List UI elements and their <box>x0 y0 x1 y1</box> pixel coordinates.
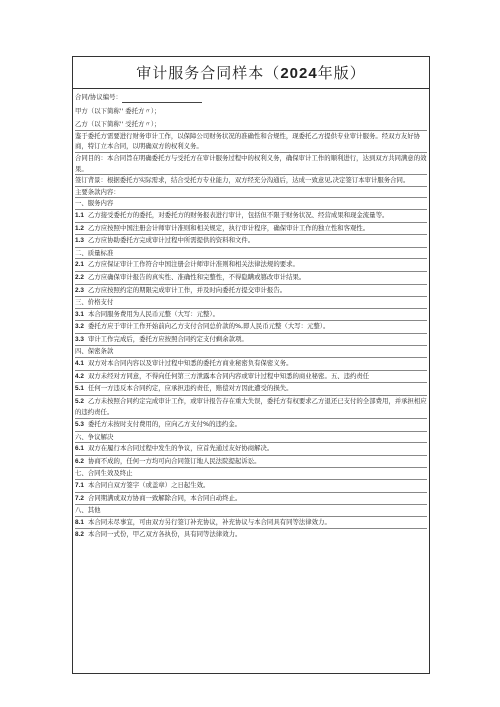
section-heading-3: 三、价格支付 <box>75 297 427 309</box>
section-heading-4: 四、保密条款 <box>75 346 427 358</box>
party-b-line: 乙方（以下简称'' 受托方〃）； <box>75 119 427 131</box>
clause-1-3: 1.3 乙方应协助委托方完成审计过程中所需提供的资料和文件。 <box>75 235 427 248</box>
main-terms-heading: 主要条款内容： <box>75 187 427 199</box>
clause-5-3: 5.3 委托方未按时支付费用的，应向乙方支付%的违约金。 <box>75 419 427 432</box>
contract-number-line: 合同/协议编号： <box>75 92 427 103</box>
clause-1-1: 1.1 乙方接受委托方的委托，对委托方的财务报表进行审计，包括但不限于财务状况、经营成果和现金流量等。 <box>75 210 427 223</box>
section-heading-2: 二、质量标准 <box>75 248 427 260</box>
section-heading-8: 八、其他 <box>75 505 427 517</box>
clause-3-2: 3.2 委托方应于审计工作开始前向乙方支付合同总价款的%,即人民币元整（大写：元整）。 <box>75 321 427 334</box>
clause-8-2: 8.2 本合同一式份，甲乙双方各执份，具有同等法律效力。 <box>75 530 242 539</box>
clause-7-1: 7.1 本合同自双方签字（或盖章）之日起生效。 <box>75 480 427 493</box>
title-row <box>73 57 429 89</box>
clause-7-2: 7.2 合同期满或双方协商一致解除合同，本合同自动终止。 <box>75 493 427 506</box>
purpose-paragraph: 合同目的：本合同旨在明确委托方与受托方在审计服务过程中的权利义务，确保审计工作的顺利进行，达到双方共同满意的效果。 <box>75 153 427 175</box>
clause-5-2: 5.2 乙方未按照合同约定完成审计工作，或审计报告存在重大失误，委托方有权要求乙方退还已支付的全部费用，并承担相应的违约责任。 <box>75 396 427 419</box>
clause-6-1: 6.1 双方在履行本合同过程中发生的争议，应首先通过友好协商解决。 <box>75 443 427 456</box>
clause-1-2: 1.2 乙方应按照中国注册会计师审计准则和相关规定，执行审计程序，确保审计工作的独立性和客观性。 <box>75 223 427 236</box>
section-heading-1: 一、服务内容 <box>75 198 427 210</box>
contract-body <box>73 89 429 541</box>
section-heading-6: 六、争议解决 <box>75 432 427 444</box>
background-paragraph: 签订背景：根据委托方实际需求，结合受托方专业能力，双方经充分沟通后，达成一致意见,决定签订本审计服务合同。 <box>75 175 427 187</box>
clause-3-1: 3.1 本合同服务费用为人民币元整（大写：元整）。 <box>75 309 427 322</box>
document-title: 审计服务合同样本（2024年版） <box>136 64 366 82</box>
contract-number-blank <box>122 96 202 103</box>
clause-2-3: 2.3 乙方应按照约定的期限完成审计工作，并及时向委托方提交审计报告。 <box>75 285 427 298</box>
clause-2-2: 2.2 乙方应确保审计报告的真实性、准确性和完整性，不得隐瞒或篡改审计结果。 <box>75 272 427 285</box>
party-a-line: 甲方（以下简称'' 委托方〃）； <box>75 106 161 115</box>
intro-paragraph: 鉴于委托方需要进行财务审计工作，以保障公司财务状况的准确性和合规性，现委托乙方提供专业审计服务。经双方友好协商，特订立本合同，以明确双方的权利义务。 <box>75 131 427 153</box>
clause-2-1: 2.1 乙方应保证审计工作符合中国注册会计师审计准则和相关法律法规的要求。 <box>75 259 427 272</box>
contract-frame <box>72 56 430 674</box>
clause-6-2: 6.2 协商不成的，任何一方均可向合同签订地人民法院提起诉讼。 <box>75 456 427 469</box>
clause-8-1: 8.1 本合同未尽事宜，可由双方另行签订补充协议，补充协议与本合同具有同等法律效力。 <box>75 517 427 530</box>
clause-5-1: 5.1 任何一方违反本合同约定，应承担违约责任，赔偿对方因此遭受的损失。 <box>75 383 427 396</box>
clause-4-2: 4.2 双方未经对方同意，不得向任何第三方泄露本合同内容或审计过程中知悉的商业秘密。五、违约责任 <box>75 371 427 384</box>
clause-3-3: 3.3 审计工作完成后，委托方应按照合同约定支付剩余款项。 <box>75 334 427 347</box>
section-heading-7: 七、合同生效及终止 <box>75 468 427 480</box>
clause-4-1: 4.1 双方对本合同内容以及审计过程中知悉的委托方商业秘密负有保密义务。 <box>75 358 427 371</box>
